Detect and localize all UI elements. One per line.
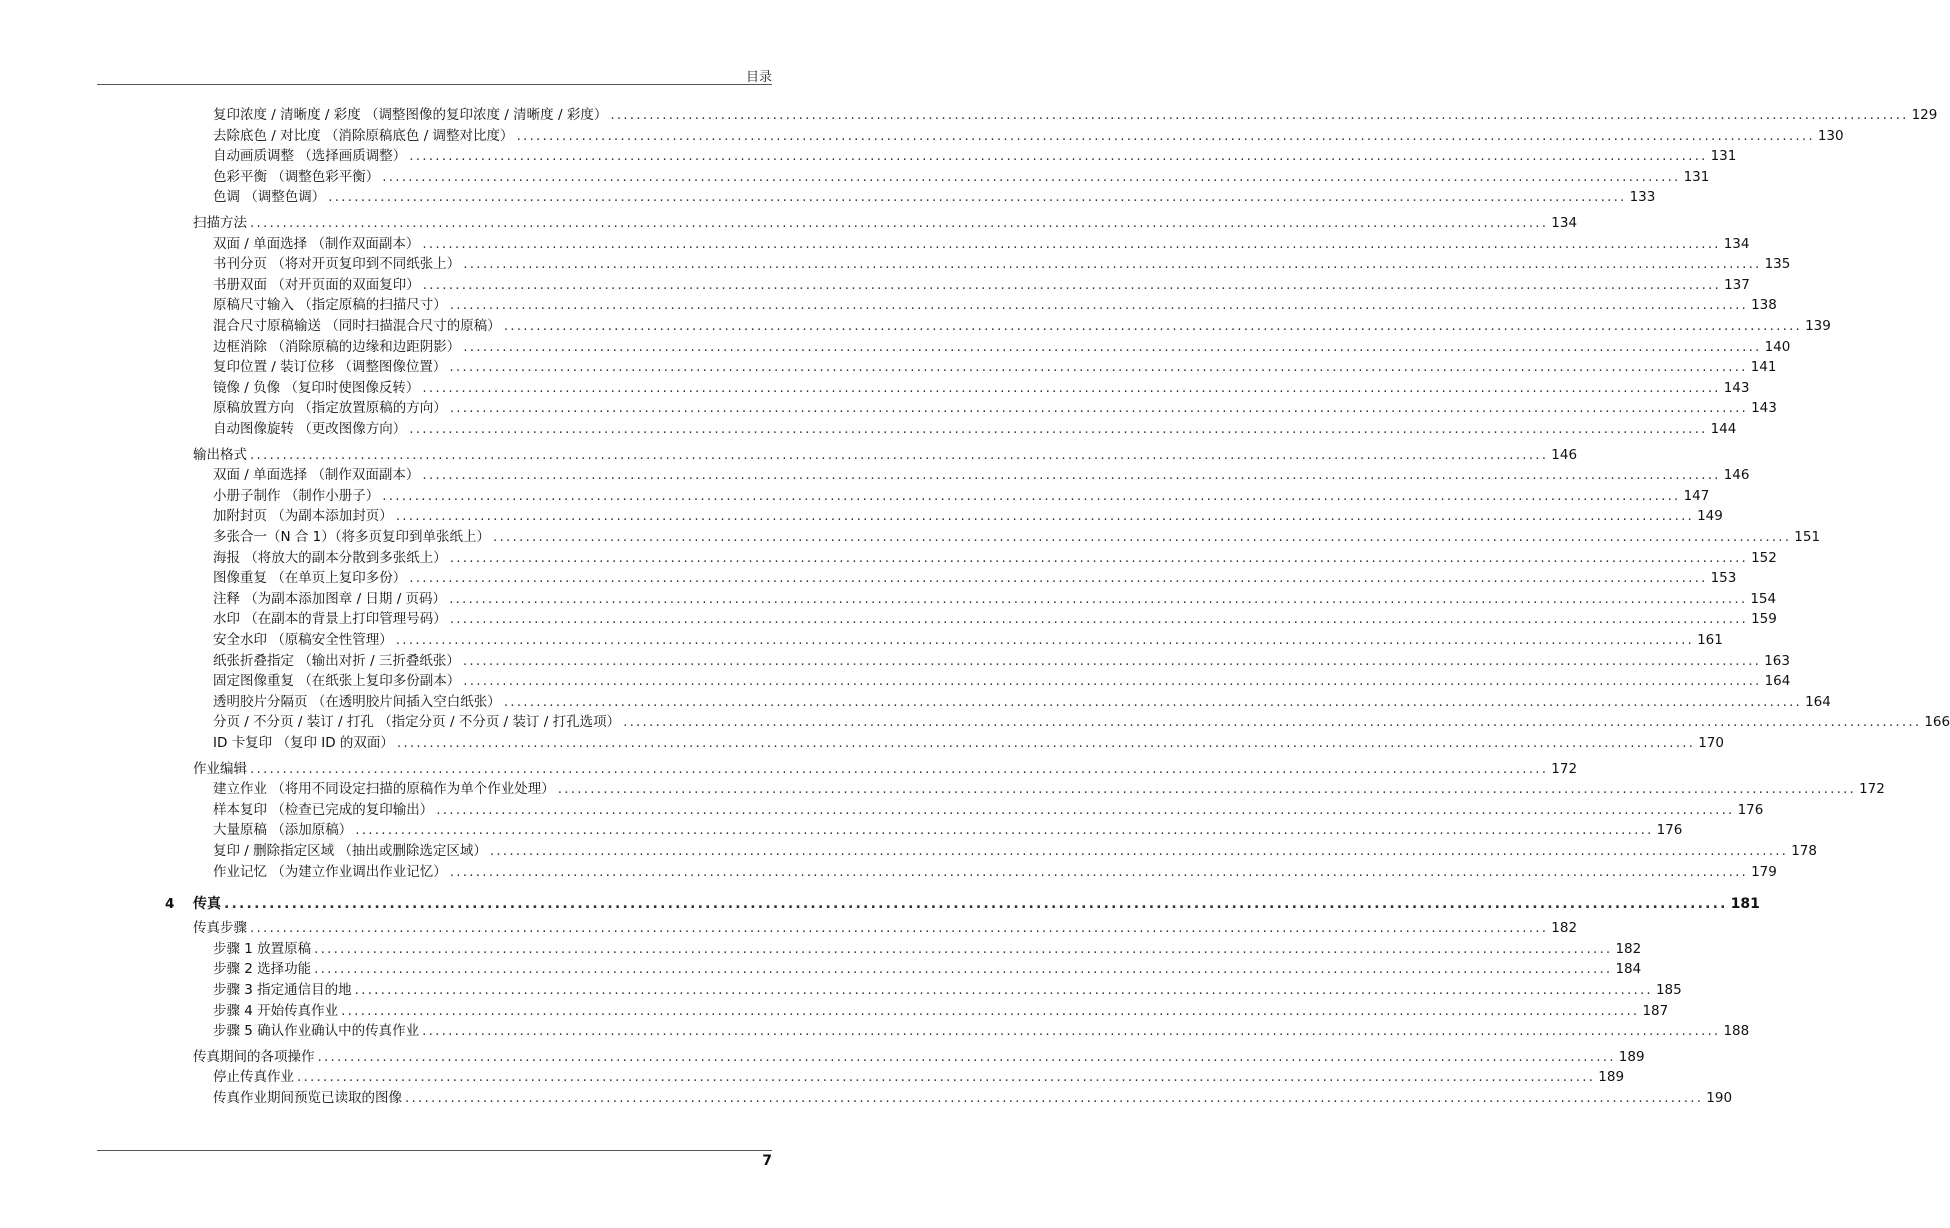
toc-entry-page-number: 159 (1751, 611, 1777, 628)
toc-entry-page-number: 172 (1859, 781, 1885, 798)
toc-entry-title: 分页 / 不分页 / 装订 / 打孔 （指定分页 / 不分页 / 装订 / 打孔选项） (213, 714, 621, 731)
toc-subsection-entry[interactable] (213, 1021, 1750, 1041)
toc-dot-leader: ........................................................................................................................................................................................................ (250, 446, 1549, 463)
toc-entry-title: 小册子制作 （制作小册子） (213, 487, 380, 504)
toc-entry-title: 边框消除 （消除原稿的边缘和边距阴影） (213, 338, 461, 355)
toc-subsection-entry[interactable] (213, 630, 1723, 650)
toc-entry-page-number: 147 (1683, 487, 1710, 504)
toc-entry-page-number: 163 (1764, 652, 1790, 669)
toc-entry-title: 水印 （在副本的背景上打印管理号码） (213, 611, 447, 628)
toc-entry-title: 色调 （调整色调） (213, 189, 326, 206)
toc-dot-leader: ........................................................................................................................................................................................................ (250, 760, 1549, 777)
toc-dot-leader: ........................................................................................................................................................................................................ (409, 421, 1708, 437)
toc-dot-leader: ........................................................................................................................................................................................................ (405, 1090, 1704, 1106)
toc-entry-page-number: 154 (1750, 590, 1777, 607)
toc-dot-leader: ........................................................................................................................................................................................................ (224, 896, 1728, 913)
toc-entry-page-number: 152 (1751, 549, 1777, 566)
toc-entry-page-number: 189 (1618, 1048, 1645, 1065)
toc-entry-page-number: 149 (1697, 508, 1723, 525)
toc-entry-page-number: 190 (1706, 1090, 1733, 1106)
toc-dot-leader: ........................................................................................................................................................................................................ (314, 940, 1613, 957)
toc-dot-leader: ........................................................................................................................................................................................................ (409, 148, 1708, 165)
toc-section-entry[interactable] (193, 918, 1578, 938)
toc-entry-page-number: 153 (1710, 570, 1737, 587)
toc-entry-title: 双面 / 单面选择 （制作双面副本） (213, 235, 420, 252)
toc-entry-title: 大量原稿 （添加原稿） (213, 822, 353, 839)
toc-dot-leader: ........................................................................................................................................................................................................ (462, 652, 1762, 669)
toc-entry-title: 复印位置 / 装订位移 （调整图像位置） (213, 359, 447, 376)
toc-entry-title: 输出格式 (193, 446, 247, 463)
toc-entry-title: 作业记忆 （为建立作业调出作业记忆） (213, 863, 447, 880)
toc-entry-title: 样本复印 （检查已完成的复印输出） (213, 801, 434, 818)
toc-entry-page-number: 138 (1751, 297, 1777, 314)
toc-subsection-entry[interactable] (213, 187, 1656, 207)
toc-entry-page-number: 146 (1723, 467, 1750, 484)
toc-entry-title: 传真作业期间预览已读取的图像 (213, 1090, 402, 1106)
toc-dot-leader: ........................................................................................................................................................................................................ (493, 529, 1792, 545)
page-number: 7 (762, 1153, 772, 1169)
toc-entry-page-number: 134 (1551, 215, 1578, 231)
toc-entry-page-number: 161 (1697, 632, 1723, 648)
toc-entry-title: 步骤 5 确认作业确认中的传真作业 (213, 1023, 420, 1040)
toc-subsection-entry[interactable] (213, 295, 1777, 315)
toc-entry-title: 停止传真作业 (213, 1069, 294, 1086)
toc-dot-leader: ........................................................................................................................................................................................................ (422, 467, 1721, 484)
toc-dot-leader: ........................................................................................................................................................................................................ (489, 843, 1789, 859)
toc-entry-title: 加附封页 （为副本添加封页） (213, 508, 393, 525)
toc-subsection-entry[interactable] (213, 800, 1764, 820)
toc-entry-title: 去除底色 / 对比度 （消除原稿底色 / 调整对比度） (213, 127, 514, 144)
toc-dot-leader: ........................................................................................................................................................................................................ (328, 189, 1627, 206)
toc-entry-page-number: 146 (1551, 446, 1578, 463)
toc-entry-page-number: 139 (1805, 318, 1831, 334)
toc-entry-page-number: 176 (1656, 822, 1683, 839)
toc-entry-title: 色彩平衡 （调整色彩平衡） (213, 168, 380, 185)
toc-entry-title: 纸张折叠指定 （输出对折 / 三折叠纸张） (213, 652, 460, 669)
toc-dot-leader: ........................................................................................................................................................................................................ (382, 168, 1681, 185)
toc-entry-title: ID 卡复印 （复印 ID 的双面） (213, 735, 394, 751)
toc-entry-page-number: 172 (1551, 760, 1578, 777)
toc-entry-page-number: 166 (1924, 714, 1950, 731)
header-section-label: 目录 (745, 70, 772, 85)
toc-entry-title: 书刊分页 （将对开页复印到不同纸张上） (213, 256, 461, 273)
toc-entry-title: 复印 / 删除指定区域 （抽出或删除选定区域） (213, 843, 487, 859)
toc-entry-title: 镜像 / 负像 （复印时使图像反转） (213, 379, 420, 396)
toc-entry-page-number: 135 (1764, 256, 1791, 273)
toc-dot-leader: ........................................................................................................................................................................................................ (409, 570, 1708, 587)
toc-dot-leader: ........................................................................................................................................................................................................ (503, 693, 1803, 710)
toc-entry-title: 固定图像重复 （在纸张上复印多份副本） (213, 673, 461, 690)
toc-subsection-entry[interactable] (213, 126, 1844, 146)
toc-section-entry[interactable] (193, 445, 1578, 465)
chapter-number: 4 (165, 896, 175, 913)
toc-entry-page-number: 151 (1794, 529, 1821, 545)
toc-subsection-entry[interactable] (213, 506, 1723, 526)
toc-entry-page-number: 140 (1764, 338, 1791, 355)
toc-subsection-entry[interactable] (213, 862, 1777, 882)
toc-subsection-entry[interactable] (213, 275, 1750, 295)
toc-dot-leader: ........................................................................................................................................................................................................ (610, 107, 1909, 123)
toc-subsection-entry[interactable] (213, 779, 1885, 799)
toc-subsection-entry[interactable] (213, 820, 1683, 840)
toc-entry-page-number: 182 (1551, 920, 1578, 937)
toc-entry-title: 书册双面 （对开页面的双面复印） (213, 276, 420, 293)
toc-entry-page-number: 144 (1710, 421, 1737, 437)
toc-dot-leader: ........................................................................................................................................................................................................ (463, 338, 1762, 355)
toc-subsection-entry[interactable] (213, 398, 1777, 418)
toc-dot-leader: ........................................................................................................................................................................................................ (449, 400, 1749, 417)
toc-dot-leader: ........................................................................................................................................................................................................ (297, 1069, 1596, 1086)
toc-entry-page-number: 131 (1683, 168, 1710, 185)
toc-section-entry[interactable] (193, 1047, 1645, 1067)
toc-dot-leader: ........................................................................................................................................................................................................ (503, 318, 1803, 334)
toc-subsection-entry[interactable] (213, 733, 1724, 753)
toc-dot-leader: ........................................................................................................................................................................................................ (382, 487, 1681, 504)
toc-entry-page-number: 179 (1751, 863, 1777, 880)
toc-dot-leader: ........................................................................................................................................................................................................ (449, 611, 1749, 628)
toc-entry-title: 复印浓度 / 清晰度 / 彩度 （调整图像的复印浓度 / 清晰度 / 彩度） (213, 107, 608, 123)
toc-dot-leader: ........................................................................................................................................................................................................ (516, 127, 1815, 144)
toc-entry-title: 注释 （为副本添加图章 / 日期 / 页码） (213, 590, 447, 607)
toc-subsection-entry[interactable] (213, 254, 1791, 274)
toc-entry-title: 传真期间的各项操作 (193, 1048, 315, 1065)
toc-entry-page-number: 181 (1730, 896, 1760, 913)
toc-entry-page-number: 130 (1817, 127, 1844, 144)
toc-dot-leader: ........................................................................................................................................................................................................ (422, 276, 1722, 293)
toc-dot-leader: ........................................................................................................................................................................................................ (436, 801, 1735, 818)
toc-subsection-entry[interactable] (213, 692, 1831, 712)
toc-dot-leader: ........................................................................................................................................................................................................ (449, 549, 1749, 566)
toc-dot-leader: ........................................................................................................................................................................................................ (449, 863, 1749, 880)
toc-dot-leader: ........................................................................................................................................................................................................ (355, 822, 1654, 839)
toc-dot-leader: ........................................................................................................................................................................................................ (250, 215, 1549, 231)
toc-dot-leader: ........................................................................................................................................................................................................ (557, 781, 1857, 798)
toc-entry-page-number: 176 (1737, 801, 1764, 818)
toc-dot-leader: ........................................................................................................................................................................................................ (463, 673, 1762, 690)
toc-entry-page-number: 131 (1710, 148, 1737, 165)
toc-dot-leader: ........................................................................................................................................................................................................ (250, 920, 1549, 937)
toc-entry-title: 原稿放置方向 （指定放置原稿的方向） (213, 400, 447, 417)
toc-subsection-entry[interactable] (213, 105, 1938, 125)
toc-entry-page-number: 143 (1723, 379, 1750, 396)
toc-entry-title: 传真 (193, 896, 221, 913)
toc-subsection-entry[interactable] (213, 712, 1950, 732)
toc-subsection-entry[interactable] (213, 146, 1737, 166)
toc-entry-page-number: 182 (1615, 940, 1642, 957)
toc-dot-leader: ........................................................................................................................................................................................................ (341, 1002, 1640, 1019)
toc-entry-page-number: 187 (1642, 1002, 1669, 1019)
toc-entry-title: 图像重复 （在单页上复印多份） (213, 570, 407, 587)
toc-entry-title: 建立作业 （将用不同设定扫描的原稿作为单个作业处理） (213, 781, 555, 798)
toc-subsection-entry[interactable] (213, 1067, 1625, 1087)
toc-subsection-entry[interactable] (213, 841, 1817, 861)
toc-dot-leader: ........................................................................................................................................................................................................ (395, 632, 1695, 648)
toc-subsection-entry[interactable] (213, 527, 1821, 547)
toc-subsection-entry[interactable] (213, 980, 1682, 1000)
toc-entry-title: 步骤 2 选择功能 (213, 961, 312, 978)
toc-dot-leader: ........................................................................................................................................................................................................ (422, 379, 1721, 396)
toc-dot-leader: ........................................................................................................................................................................................................ (623, 714, 1922, 731)
toc-entry-title: 安全水印 （原稿安全性管理） (213, 632, 393, 648)
toc-subsection-entry[interactable] (213, 486, 1710, 506)
toc-subsection-entry[interactable] (213, 357, 1777, 377)
toc-entry-title: 多张合一（N 合 1）（将多页复印到单张纸上） (213, 529, 491, 545)
toc-subsection-entry[interactable] (213, 589, 1777, 609)
toc-subsection-entry[interactable] (213, 167, 1710, 187)
toc-subsection-entry[interactable] (213, 548, 1777, 568)
toc-entry-page-number: 164 (1764, 673, 1791, 690)
toc-entry-page-number: 141 (1750, 359, 1777, 376)
toc-dot-leader: ........................................................................................................................................................................................................ (314, 961, 1613, 978)
toc-dot-leader: ........................................................................................................................................................................................................ (395, 508, 1695, 525)
toc-section-entry[interactable] (193, 759, 1578, 779)
toc-subsection-entry[interactable] (213, 671, 1791, 691)
toc-subsection-entry[interactable] (213, 939, 1642, 959)
toc-entry-page-number: 178 (1791, 843, 1817, 859)
toc-subsection-entry[interactable] (213, 316, 1831, 336)
toc-subsection-entry[interactable] (213, 959, 1642, 979)
toc-subsection-entry[interactable] (213, 234, 1750, 254)
toc-entry-page-number: 164 (1805, 693, 1831, 710)
toc-dot-leader: ........................................................................................................................................................................................................ (449, 297, 1749, 314)
toc-entry-page-number: 188 (1723, 1023, 1750, 1040)
toc-subsection-entry[interactable] (213, 1001, 1669, 1021)
toc-entry-title: 混合尺寸原稿输送 （同时扫描混合尺寸的原稿） (213, 318, 501, 334)
toc-entry-page-number: 170 (1698, 735, 1724, 751)
toc-dot-leader: ........................................................................................................................................................................................................ (354, 982, 1653, 998)
toc-chapter-entry[interactable] (193, 894, 1760, 914)
toc-subsection-entry[interactable] (213, 465, 1750, 485)
toc-entry-page-number: 143 (1751, 400, 1777, 417)
toc-entry-page-number: 129 (1911, 107, 1938, 123)
toc-entry-title: 自动画质调整 （选择画质调整） (213, 148, 407, 165)
toc-entry-page-number: 134 (1723, 235, 1750, 252)
toc-entry-title: 扫描方法 (193, 215, 247, 231)
toc-entry-page-number: 184 (1615, 961, 1642, 978)
toc-subsection-entry[interactable] (213, 609, 1777, 629)
toc-entry-title: 自动图像旋转 （更改图像方向） (213, 421, 407, 437)
toc-dot-leader: ........................................................................................................................................................................................................ (317, 1048, 1616, 1065)
toc-dot-leader: ........................................................................................................................................................................................................ (396, 735, 1696, 751)
toc-dot-leader: ........................................................................................................................................................................................................ (449, 359, 1748, 376)
toc-entry-title: 步骤 3 指定通信目的地 (213, 982, 352, 998)
toc-dot-leader: ........................................................................................................................................................................................................ (463, 256, 1762, 273)
toc-entry-title: 透明胶片分隔页 （在透明胶片间插入空白纸张） (213, 693, 501, 710)
toc-entry-page-number: 189 (1598, 1069, 1625, 1086)
toc-subsection-entry[interactable] (213, 568, 1737, 588)
toc-dot-leader: ........................................................................................................................................................................................................ (422, 1023, 1721, 1040)
toc-entry-page-number: 133 (1629, 189, 1656, 206)
toc-entry-page-number: 137 (1724, 276, 1750, 293)
toc-entry-page-number: 185 (1655, 982, 1682, 998)
toc-subsection-entry[interactable] (213, 1088, 1733, 1108)
toc-section-entry[interactable] (193, 213, 1578, 233)
toc-entry-title: 海报 （将放大的副本分散到多张纸上） (213, 549, 447, 566)
toc-entry-title: 原稿尺寸输入 （指定原稿的扫描尺寸） (213, 297, 447, 314)
toc-entry-title: 作业编辑 (193, 760, 247, 777)
toc-dot-leader: ........................................................................................................................................................................................................ (422, 235, 1721, 252)
toc-entry-title: 步骤 1 放置原稿 (213, 940, 312, 957)
toc-entry-title: 双面 / 单面选择 （制作双面副本） (213, 467, 420, 484)
toc-entry-title: 传真步骤 (193, 920, 247, 937)
toc-dot-leader: ........................................................................................................................................................................................................ (449, 590, 1748, 607)
toc-subsection-entry[interactable] (213, 419, 1737, 439)
toc-entry-title: 步骤 4 开始传真作业 (213, 1002, 339, 1019)
toc-subsection-entry[interactable] (213, 337, 1791, 357)
footer-rule (97, 1150, 772, 1151)
toc-subsection-entry[interactable] (213, 651, 1790, 671)
toc-subsection-entry[interactable] (213, 378, 1750, 398)
